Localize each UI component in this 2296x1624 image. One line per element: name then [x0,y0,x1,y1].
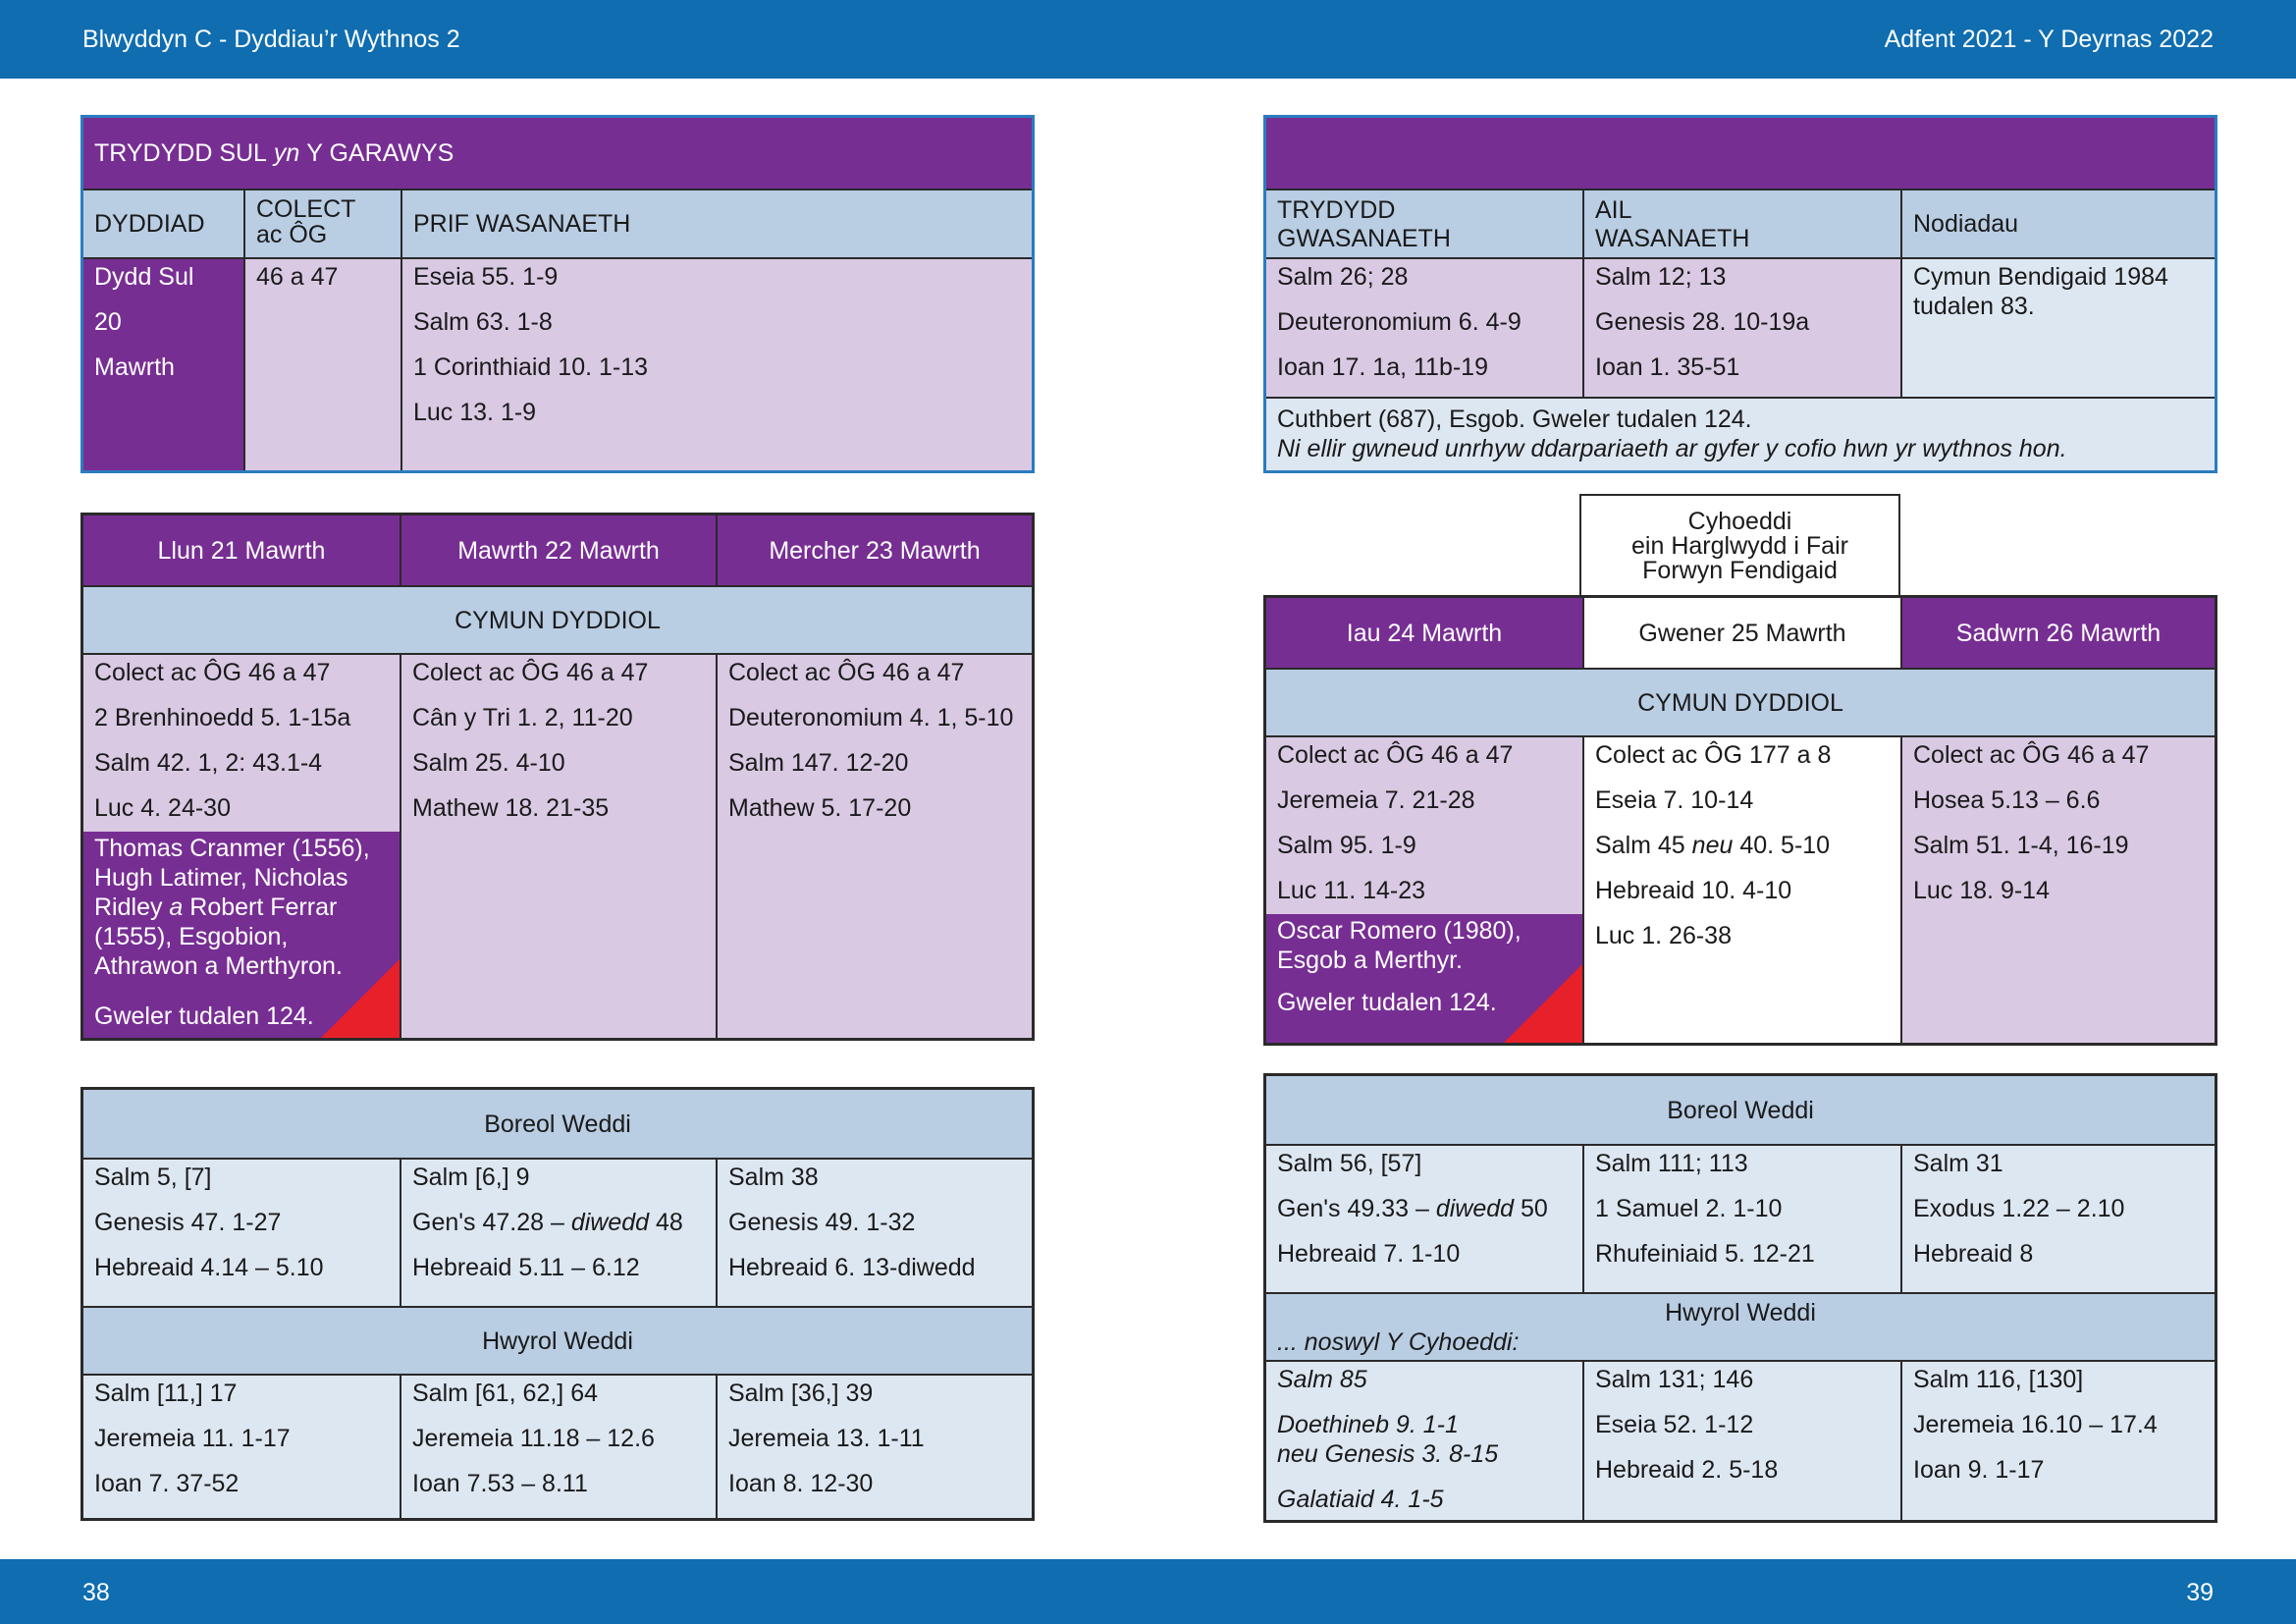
reading: Salm [36,] 39 [728,1380,874,1407]
morning-cell [716,1160,1032,1306]
page-header-bar [0,0,2296,79]
date-line: Mawrth [94,353,175,381]
reading: Genesis 49. 1-32 [728,1209,916,1236]
reading: Salm 26; 28 [1277,263,1409,291]
reading: Salm 111; 113 [1595,1150,1748,1177]
commemoration-cell [1266,914,1582,1043]
commem-line: Thomas Cranmer (1556), [94,835,370,862]
reading: 40. 5-10 [1733,832,1831,859]
evening-title-label: Hwyrol Weddi [1665,1299,1816,1326]
reading: Jeremeia 11.18 – 12.6 [412,1425,655,1452]
reading: Salm 63. 1-8 [413,308,553,336]
reading: Salm [11,] 17 [94,1380,238,1407]
day-header [1900,598,2215,668]
eucharist-section-title [1266,668,2215,737]
reading: Salm 56, [57] [1277,1150,1422,1177]
reading: Ioan 7. 37-52 [94,1470,240,1497]
reading: Deuteronomium 6. 4-9 [1277,308,1522,336]
reading-italic: Galatiaid 4. 1-5 [1277,1486,1444,1513]
day-label: Mercher 23 Mawrth [769,536,981,565]
annunciation-line: Cyhoeddi [1687,508,1792,535]
reading: Ioan 1. 35-51 [1595,353,1740,381]
commem-note: Ni ellir gwneud unrhyw ddarpariaeth ar gyfer y cofio hwn yr wythnos hon. [1277,435,2067,462]
reading: Deuteronomium 4. 1, 5-10 [728,704,1014,731]
evening-cell [400,1376,716,1518]
reading: Colect ac ÔG 46 a 47 [728,659,965,686]
col-header-notes [1900,189,2215,259]
evening-prayer-title [1266,1292,2215,1362]
evening-prayer-title [83,1306,1032,1376]
evening-title-label: Hwyrol Weddi [482,1326,633,1355]
reading: Luc 13. 1-9 [413,399,537,426]
commem-line: Oscar Romero (1980), [1277,917,1522,945]
reading: Ioan 8. 12-30 [728,1470,874,1497]
day-label: Gwener 25 Mawrth [1638,619,1846,647]
reading: Hebreaid 8 [1913,1240,2034,1268]
morning-cell [1582,1146,1900,1292]
reading: Salm 95. 1-9 [1277,832,1416,859]
reading: 1 Corinthiaid 10. 1-13 [413,353,649,381]
sunday-commemoration-row [1266,397,2215,470]
reading: Luc 11. 14-23 [1277,877,1426,904]
reading: Ioan 9. 1-17 [1913,1456,2045,1484]
day-header-feast [1582,598,1900,668]
morning-prayer-title [83,1090,1032,1160]
col-header-line: WASANAETH [1595,225,1750,252]
annunciation-line: Forwyn Fendigaid [1642,557,1838,584]
col-header-line: GWASANAETH [1277,225,1451,252]
morning-title-label: Boreol Weddi [484,1110,631,1138]
reading-italic: neu Genesis 3. 8-15 [1277,1440,1499,1468]
morning-prayer-title [1266,1076,2215,1146]
reading: Jeremeia 16.10 – 17.4 [1913,1411,2158,1438]
col-header-collect-line: ac ÔG [256,221,328,248]
morning-cell [400,1160,716,1306]
day-label: Mawrth 22 Mawrth [457,536,660,565]
day-header [716,515,1032,585]
col-header-collect-line: COLECT [256,195,356,223]
col-header-notes-label: Nodiadau [1913,210,2019,238]
annunciation-header [1579,494,1900,600]
header-left-title: Blwyddyn C - Dyddiau’r Wythnos 2 [82,26,460,53]
reading: Salm [6,] 9 [412,1164,530,1191]
third-service-cell [1266,259,1582,397]
evening-cell [1900,1362,2215,1520]
reading: Colect ac ÔG 46 a 47 [94,659,331,686]
morning-cell [1900,1146,2215,1292]
evening-cell [1266,1362,1582,1520]
col-header-second-service [1582,189,1900,259]
reading: Salm 45 [1595,832,1692,859]
date-line: Dydd Sul [94,263,194,291]
eucharist-cell [1266,737,1582,914]
col-header-date-label: DYDDIAD [94,210,205,238]
evening-eve-note: ... noswyl Y Cyhoeddi: [1277,1328,1520,1356]
commem-italic: a [169,893,184,921]
reading: Salm 5, [7] [94,1164,212,1191]
day-header [83,515,400,585]
reading: Gen's 49.33 – [1277,1195,1436,1222]
morning-title-label: Boreol Weddi [1667,1096,1814,1124]
page-number-left: 38 [82,1579,110,1606]
right-office-table [1263,1073,2217,1523]
sunday-title-band [1266,118,2215,189]
reading: Hosea 5.13 – 6.6 [1913,786,2101,814]
col-header-line: AIL [1595,196,1632,224]
col-header-main-label: PRIF WASANAETH [413,210,631,238]
reading: Hebreaid 7. 1-10 [1277,1240,1461,1268]
sunday-title-part: Y GARAWYS [306,139,454,167]
reading-italic: Salm 85 [1277,1366,1367,1393]
commem-line: (1555), Esgobion, [94,923,289,950]
commem-see-page: Gweler tudalen 124. [94,1002,314,1030]
sunday-title [83,118,1032,189]
reading: Salm 25. 4-10 [412,749,565,777]
sunday-other-services-table [1263,115,2217,473]
reading: Hebreaid 2. 5-18 [1595,1456,1779,1484]
col-header-collect [243,189,400,259]
day-header [400,515,716,585]
reading: Jeremeia 13. 1-11 [728,1425,925,1452]
col-header-third-service [1266,189,1582,259]
sunday-date-cell [83,259,243,470]
reading: Hebreaid 5.11 – 6.12 [412,1254,640,1281]
sunday-title-part: TRYDYDD SUL [94,139,267,167]
reading: Colect ac ÔG 46 a 47 [412,659,649,686]
commem-line: Esgob a Merthyr. [1277,947,1463,974]
day-label: Llun 21 Mawrth [157,536,326,565]
day-label: Iau 24 Mawrth [1346,619,1503,647]
eucharist-cell-feast [1582,737,1900,1043]
header-right-title: Adfent 2021 - Y Deyrnas 2022 [1884,26,2214,53]
left-office-table [80,1087,1035,1521]
reading: Colect ac ÔG 177 a 8 [1595,741,1832,769]
reading: Salm 38 [728,1164,819,1191]
reading: 2 Brenhinoedd 5. 1-15a [94,704,351,731]
right-eucharist-table [1263,595,2217,1046]
notes-line: tudalen 83. [1913,293,2035,320]
eucharist-section-title [83,585,1032,655]
commem-line: Hugh Latimer, Nicholas [94,864,348,892]
reading: Genesis 28. 10-19a [1595,308,1810,336]
reading: Salm [61, 62,] 64 [412,1380,599,1407]
reading: Jeremeia 7. 21-28 [1277,786,1475,814]
eucharist-cell [1900,737,2215,1043]
reading: Hebreaid 6. 13-diwedd [728,1254,976,1281]
reading: Ioan 7.53 – 8.11 [412,1470,588,1497]
reading: Mathew 5. 17-20 [728,794,912,822]
reading: Salm 131; 146 [1595,1366,1754,1393]
reading: Ioan 17. 1a, 11b-19 [1277,353,1488,381]
eucharist-title-label: CYMUN DYDDIOL [1637,688,1843,717]
reading: Gen's 47.28 – [412,1209,571,1236]
eucharist-cell [716,655,1032,1038]
eucharist-cell [83,655,400,832]
evening-cell [716,1376,1032,1518]
col-header-main-service [400,189,1032,259]
reading: Hebreaid 10. 4-10 [1595,877,1792,904]
reading: Colect ac ÔG 46 a 47 [1277,741,1514,769]
reading-italic: diwedd [1435,1195,1515,1222]
commem-line: Athrawon a Merthyron. [94,952,343,980]
morning-cell [83,1160,400,1306]
commem-line: Ridley [94,893,170,921]
reading: Mathew 18. 21-35 [412,794,610,822]
reading: Eseia 7. 10-14 [1595,786,1754,814]
reading: Salm 42. 1, 2: 43.1-4 [94,749,323,777]
reading: Salm 116, [130] [1913,1366,2084,1393]
commem-line: Cuthbert (687), Esgob. Gweler tudalen 124. [1277,406,1752,433]
reading-italic: Doethineb 9. 1-1 [1277,1411,1459,1438]
reading: Jeremeia 11. 1-17 [94,1425,291,1452]
sunday-main-readings [400,259,1032,470]
reading: Hebreaid 4.14 – 5.10 [94,1254,324,1281]
reading: 50 [1514,1195,1548,1222]
eucharist-cell [400,655,716,1038]
reading: Exodus 1.22 – 2.10 [1913,1195,2125,1222]
commem-line: Robert Ferrar [183,893,338,921]
annunciation-line: ein Harglwydd i Fair [1631,532,1848,560]
reading: Salm 147. 12-20 [728,749,909,777]
collect-value: 46 a 47 [256,263,339,291]
col-header-line: TRYDYDD [1277,196,1396,224]
notes-line: Cymun Bendigaid 1984 [1913,263,2168,291]
sunday-collect-cell [243,259,400,470]
reading: Salm 12; 13 [1595,263,1727,291]
reading: 1 Samuel 2. 1-10 [1595,1195,1783,1222]
sunday-title-italic: yn [273,139,300,167]
reading-italic: diwedd [570,1209,650,1236]
reading: Luc 4. 24-30 [94,794,231,822]
reading: Luc 1. 26-38 [1595,922,1732,949]
evening-cell [1582,1362,1900,1520]
evening-cell [83,1376,400,1518]
commemoration-cell [83,832,400,1038]
reading: Cân y Tri 1. 2, 11-20 [412,704,633,731]
reading: Genesis 47. 1-27 [94,1209,282,1236]
col-header-date [83,189,243,259]
day-label: Sadwrn 26 Mawrth [1955,619,2162,647]
page-number-right: 39 [2186,1579,2214,1606]
reading: Rhufeiniaid 5. 12-21 [1595,1240,1815,1268]
sunday-main-table [80,115,1035,473]
eucharist-title-label: CYMUN DYDDIOL [454,606,661,634]
page-footer-bar [0,1559,2296,1624]
red-corner-marker [1504,964,1582,1043]
commem-see-page: Gweler tudalen 124. [1277,989,1497,1016]
red-corner-marker [321,959,400,1038]
date-line: 20 [94,308,122,336]
morning-cell [1266,1146,1582,1292]
reading: Eseia 52. 1-12 [1595,1411,1754,1438]
reading: Luc 18. 9-14 [1913,877,2050,904]
reading: Salm 51. 1-4, 16-19 [1913,832,2129,859]
reading: Colect ac ÔG 46 a 47 [1913,741,2150,769]
reading: Salm 31 [1913,1150,2003,1177]
left-eucharist-table [80,513,1035,1041]
reading-italic: neu [1691,832,1734,859]
notes-cell [1900,259,2215,397]
day-header [1266,598,1582,668]
reading: 48 [649,1209,683,1236]
second-service-cell [1582,259,1900,397]
reading: Eseia 55. 1-9 [413,263,559,291]
